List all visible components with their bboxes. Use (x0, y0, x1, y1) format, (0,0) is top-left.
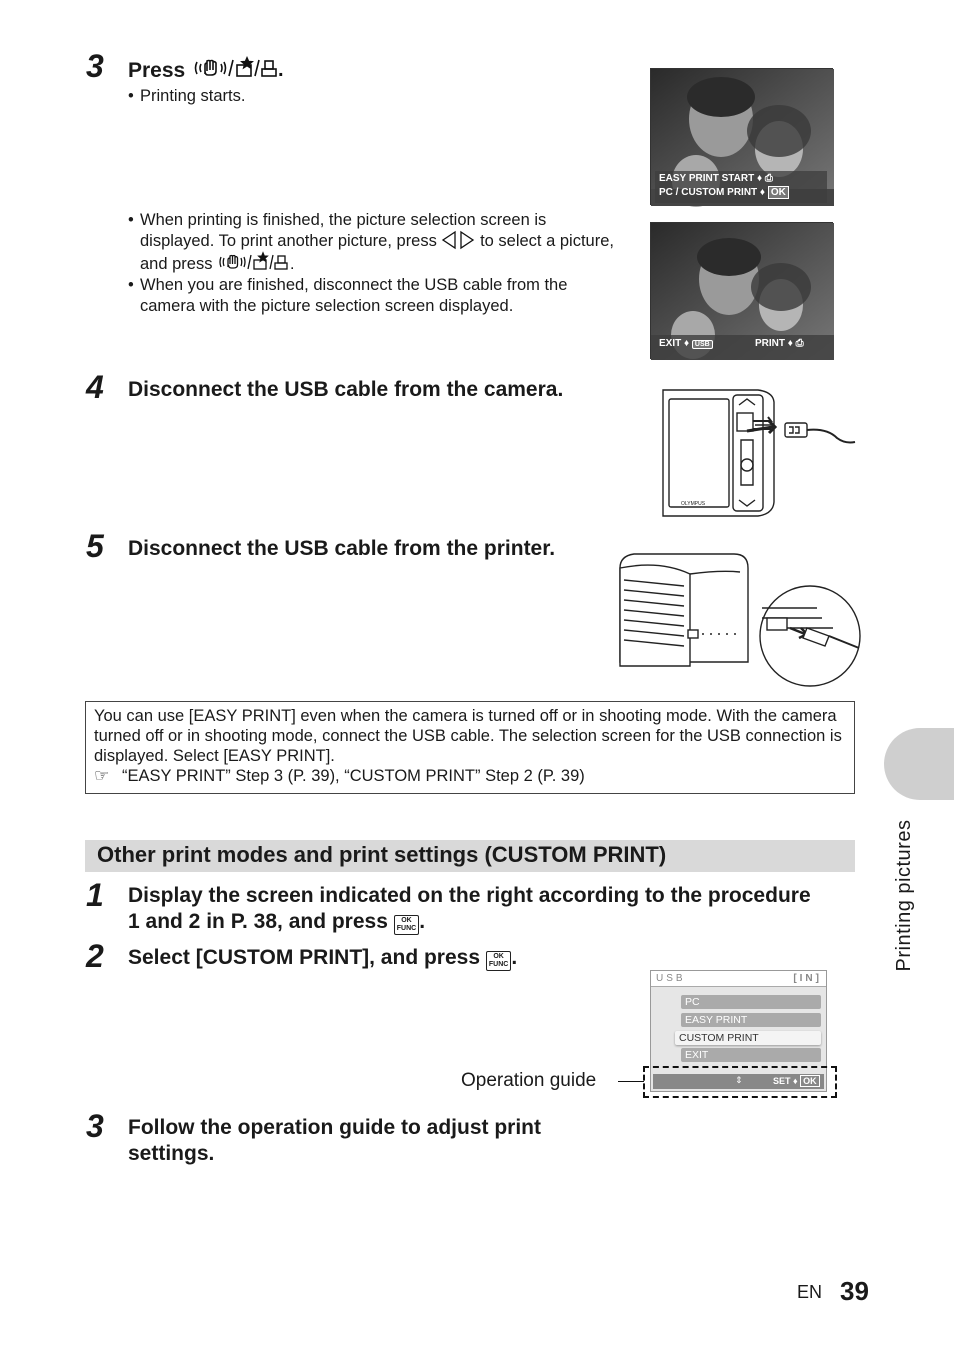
menu-item-custom-print[interactable]: CUSTOM PRINT (675, 1031, 821, 1045)
note-reference-text: “EASY PRINT” Step 3 (P. 39), “CUSTOM PRINT” Step 2 (P. 39) (122, 767, 585, 785)
reference-hand-icon: ☞ (94, 766, 110, 785)
chapter-label: Printing pictures (893, 819, 915, 972)
print-button-icons (191, 56, 284, 81)
exit-text: EXIT (659, 338, 682, 349)
func-text: FUNC (396, 925, 417, 932)
printer-usb-illustration (612, 548, 867, 683)
page-number: 39 (840, 1276, 869, 1306)
step-number: 3 (86, 1108, 104, 1144)
pc-custom-print-label: PC / CUSTOM PRINT ♦ OK (659, 187, 789, 198)
ok-func-button-icon (394, 915, 419, 935)
step-number: 1 (86, 877, 104, 913)
usb-menu-title: USB (656, 973, 686, 984)
pc-custom-print-text: PC / CUSTOM PRINT (659, 187, 758, 198)
set-text: SET (773, 1076, 791, 1086)
camera-screen-selection (650, 222, 833, 359)
print-icon-2: ⎙ (795, 338, 804, 349)
step-number: 2 (86, 938, 104, 974)
usb-badge: USB (692, 340, 713, 349)
print-label: PRINT ♦ ⎙ (755, 338, 804, 349)
easy-print-start-text: EASY PRINT START (659, 173, 755, 184)
usb-menu-header (651, 971, 826, 987)
left-right-arrow-icon (441, 231, 475, 249)
bullet-finished (128, 210, 618, 275)
set-label: SET ♦ OK (773, 1076, 820, 1086)
operation-guide-highlight (643, 1066, 837, 1098)
step4-title: Disconnect the USB cable from the camera. (128, 378, 564, 401)
ok-text: OK (401, 917, 412, 924)
custom-step2-title: Select [CUSTOM PRINT], and press OK FUNC . (128, 946, 518, 969)
menu-item-easy-print[interactable]: EASY PRINT (681, 1013, 821, 1027)
bullet-disconnect: • When you are finished, disconnect the USB cable from the camera with the picture selection screen displayed. (128, 275, 618, 317)
press-label: Press (128, 59, 186, 82)
bullet-printing-starts: • Printing starts. (128, 86, 608, 107)
custom-step1-line2: 1 and 2 in P. 38, and press (128, 910, 388, 933)
chapter-tab (884, 728, 954, 800)
bullet-finished-text-b: to select a picture, and press (140, 232, 614, 273)
family-photo-image (651, 69, 834, 206)
ok-badge: OK (768, 186, 789, 199)
menu-item-pc[interactable]: PC (681, 995, 821, 1009)
custom-step2-text: Select [CUSTOM PRINT], and press (128, 946, 481, 969)
func-text: FUNC (488, 961, 509, 968)
up-down-arrow-icon: ⇕ (735, 1075, 743, 1085)
chapter-label-wrap (887, 812, 921, 987)
operation-guide-callout: Operation guide (461, 1070, 597, 1091)
custom-step3-line2: settings. (128, 1142, 215, 1165)
language-code: EN (797, 1282, 823, 1302)
section-title: Other print modes and print settings (CUSTOM PRINT) (85, 840, 855, 872)
print-text: PRINT (755, 338, 785, 349)
print-icon: ⎙ (764, 173, 773, 184)
easy-print-note (85, 701, 855, 794)
exit-usb-label: EXIT ♦ USB (659, 338, 713, 349)
bullet-finished-text-a: When printing is finished, the picture selection screen is displayed. To print another picture, press (140, 211, 547, 250)
custom-step3-line1: Follow the operation guide to adjust print (128, 1116, 541, 1139)
menu-item-exit[interactable]: EXIT (681, 1048, 821, 1062)
ok-badge: OK (800, 1075, 820, 1087)
svg-text:OLYMPUS: OLYMPUS (681, 501, 706, 507)
camera-screen-easy-print (650, 68, 833, 205)
custom-step1-title: Display the screen indicated on the right according to the procedure 1 and 2 in P. 38, and press OK FUNC . (128, 883, 878, 935)
step-number: 5 (86, 528, 104, 564)
step5-title: Disconnect the USB cable from the printer. (128, 537, 556, 560)
step3-bullets (128, 210, 618, 317)
svg-text:.: . (278, 59, 284, 81)
callout-leader-line (618, 1081, 644, 1082)
ok-text: OK (493, 953, 504, 960)
note-reference (94, 766, 846, 786)
custom-step3-title (128, 1115, 541, 1167)
custom-step1-line1: Display the screen indicated on the right according to the procedure (128, 884, 811, 907)
easy-print-start-label: EASY PRINT START ♦ ⎙ (659, 173, 773, 184)
print-button-icons-small (217, 252, 309, 272)
step-number: 4 (86, 369, 104, 405)
usb-menu-in: [IN] (793, 973, 822, 984)
camera-usb-illustration (655, 385, 860, 525)
step3-bullets-top (128, 86, 608, 107)
svg-text:.: . (290, 256, 295, 273)
ok-func-button-icon (486, 951, 511, 971)
step-title (128, 56, 284, 84)
step-number: 3 (86, 48, 104, 84)
note-text: You can use [EASY PRINT] even when the camera is turned off or in shooting mode. With the camera turned off or in shooting mode, connect the USB cable. The selection screen for the USB connection is displayed. Select [EASY PRINT]. (94, 707, 842, 765)
